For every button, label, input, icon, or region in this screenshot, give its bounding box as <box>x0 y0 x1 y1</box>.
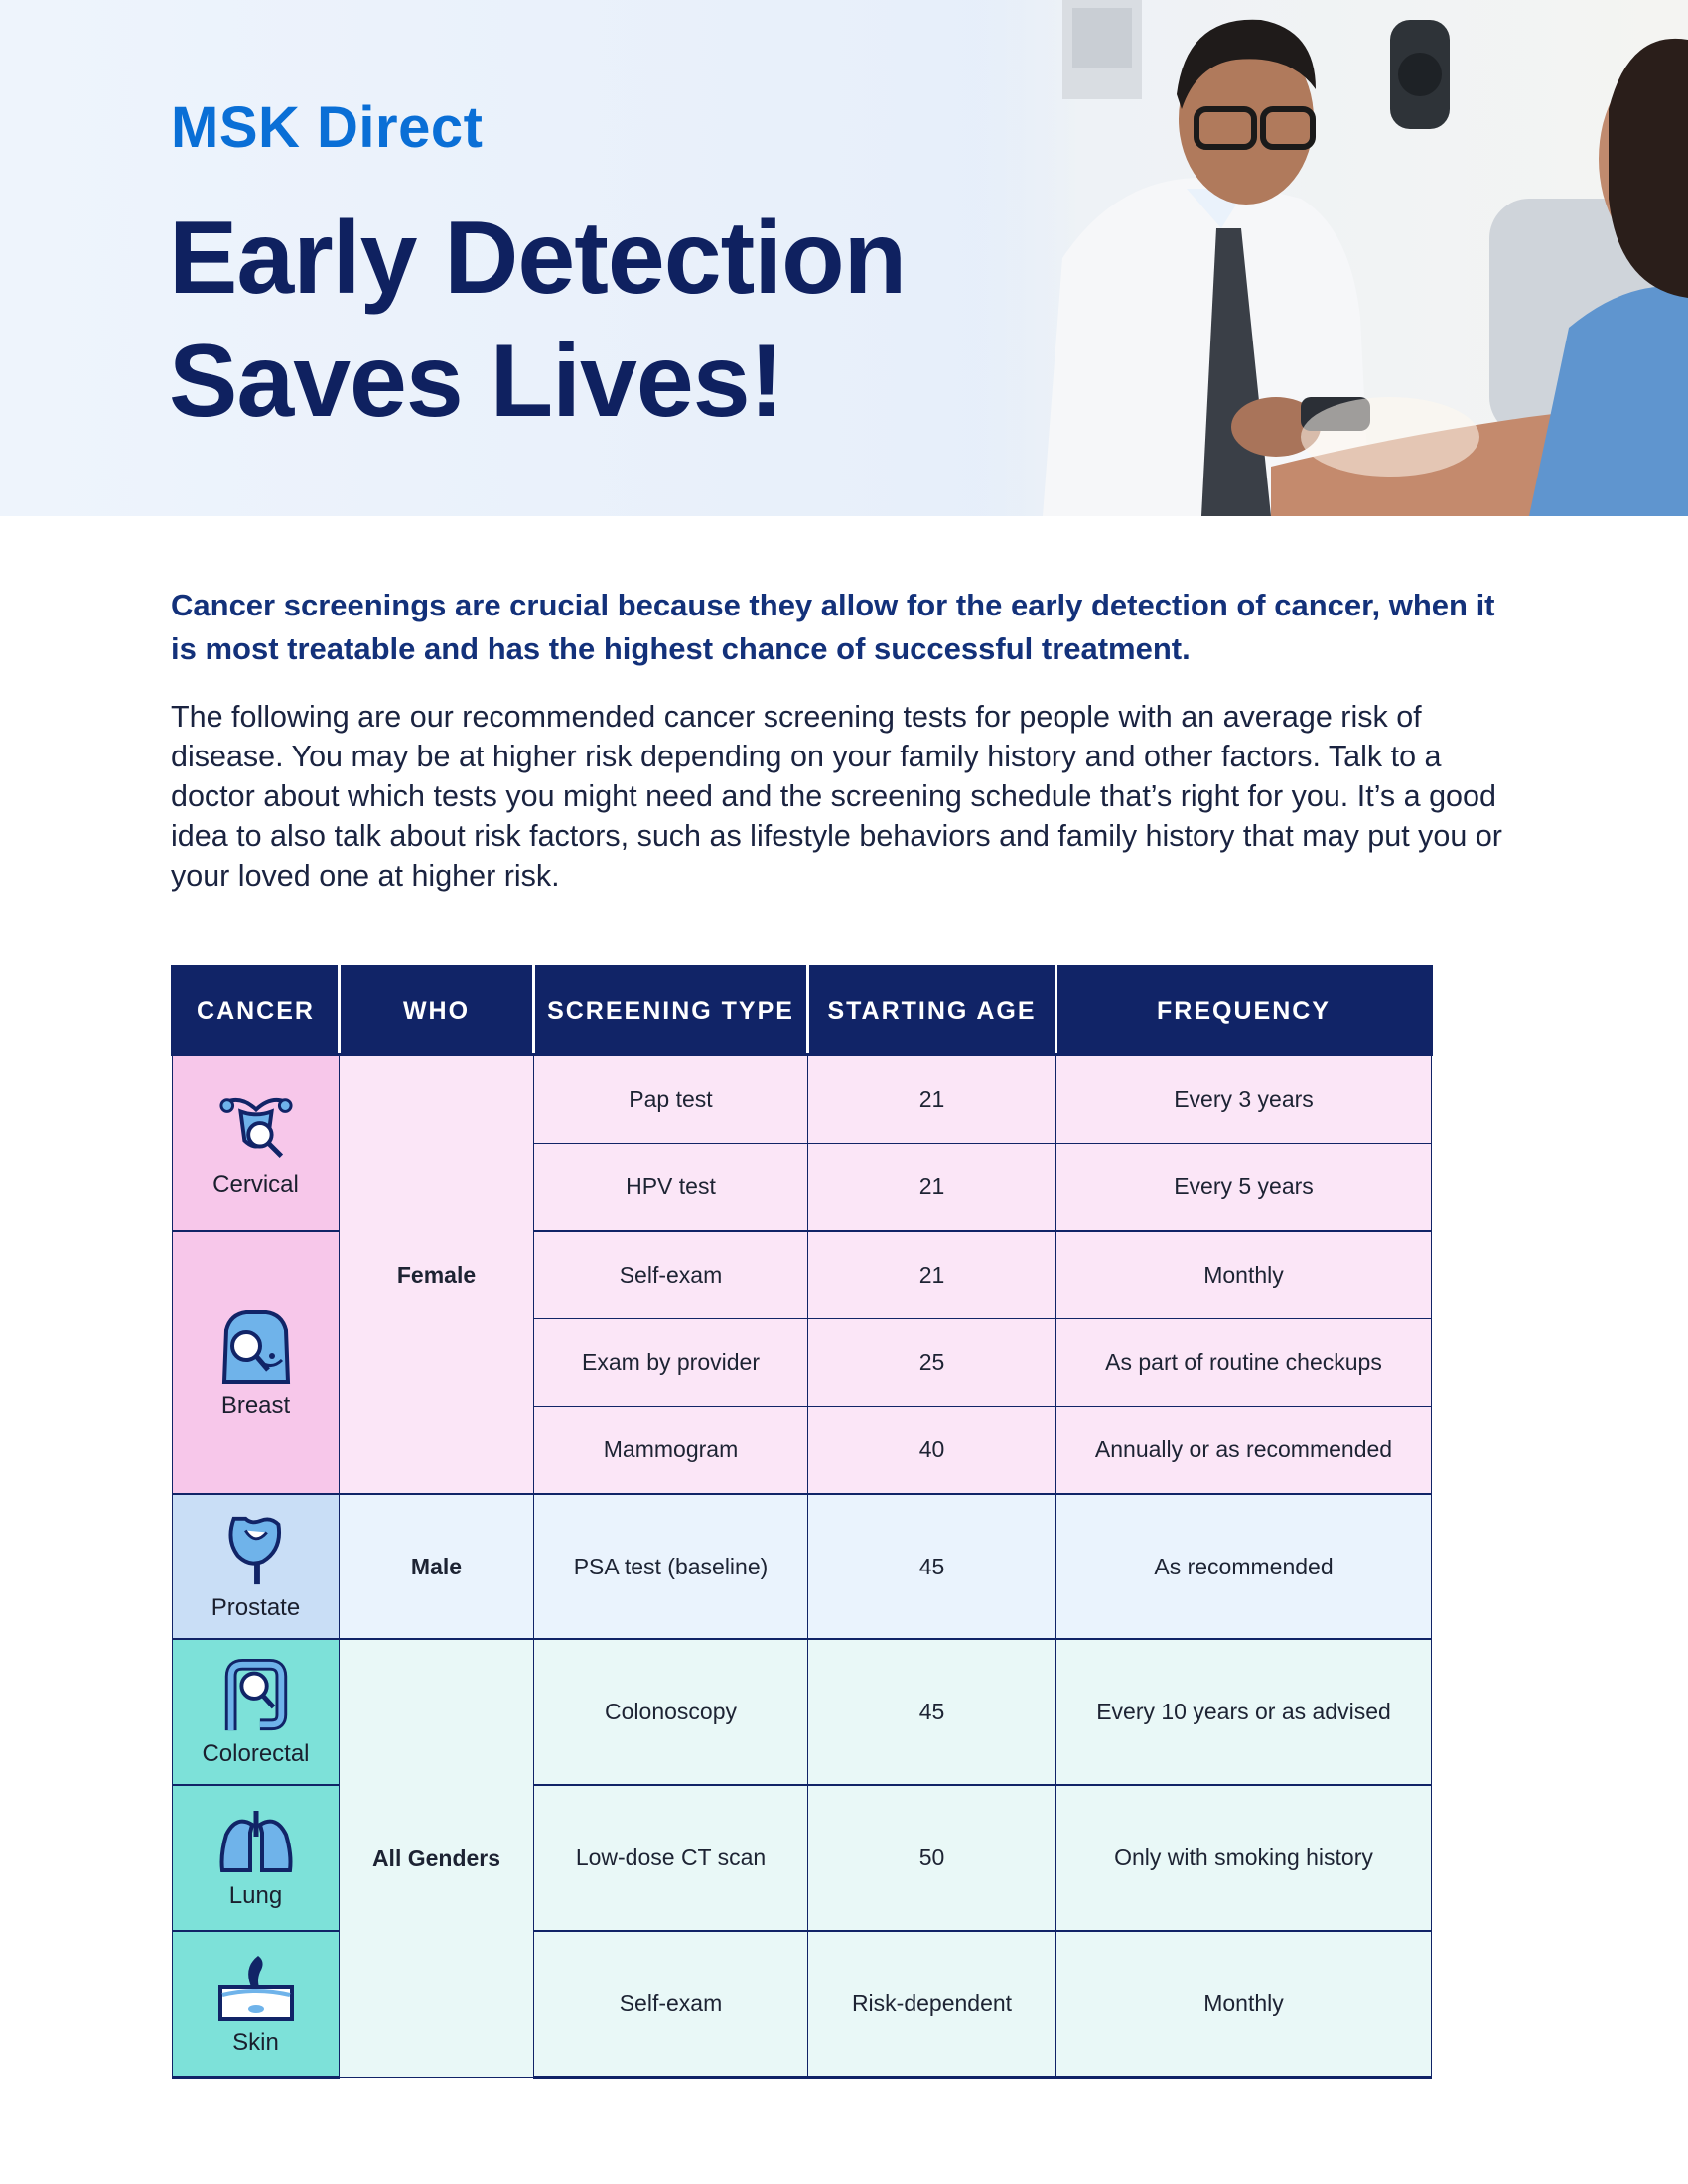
header-cancer: CANCER <box>173 967 340 1055</box>
frequency-cell: Only with smoking history <box>1056 1785 1432 1931</box>
breast-icon <box>216 1306 296 1386</box>
cervical-icon <box>217 1088 295 1165</box>
who-cell-male: Male <box>340 1494 534 1639</box>
screening-type-cell: Mammogram <box>534 1407 808 1495</box>
cancer-cell-skin <box>173 1931 340 2078</box>
header-starting-age: STARTING AGE <box>808 967 1056 1055</box>
brand-name: MSK Direct <box>171 95 484 160</box>
cancer-label-prostate: Prostate <box>211 1594 301 1621</box>
cancer-label-colorectal: Colorectal <box>202 1739 310 1767</box>
who-cell-female: Female <box>340 1055 534 1495</box>
starting-age-cell: 25 <box>808 1319 1056 1407</box>
cancer-cell-breast <box>173 1231 340 1494</box>
intro-body: The following are our recommended cancer screening tests for people with an average risk of disease. You may be at higher risk depending on your family history and other factors. Talk to a doctor about which tests you might need and the screening schedule that’s right for you. It’s a good idea to also talk about risk factors, such as lifestyle behaviors and family history that may put you or your loved one at higher risk. <box>171 700 1502 892</box>
screening-type-cell: HPV test <box>534 1144 808 1232</box>
cancer-label-cervical: Cervical <box>212 1170 299 1198</box>
hero-banner <box>0 0 1688 516</box>
lungs-icon <box>216 1807 296 1876</box>
screening-table <box>171 965 1433 2079</box>
frequency-cell: As part of routine checkups <box>1056 1319 1432 1407</box>
title-line-2: Saves Lives! <box>169 324 783 439</box>
frequency-cell: Every 3 years <box>1056 1055 1432 1144</box>
header-who: WHO <box>340 967 534 1055</box>
cancer-cell-colorectal <box>173 1639 340 1785</box>
title-line-1: Early Detection <box>169 201 907 316</box>
starting-age-cell: 45 <box>808 1494 1056 1639</box>
who-cell-all-genders: All Genders <box>340 1639 534 2078</box>
screening-type-cell: Self-exam <box>534 1231 808 1319</box>
starting-age-cell: 50 <box>808 1785 1056 1931</box>
skin-icon <box>216 1952 296 2023</box>
frequency-cell: Annually or as recommended <box>1056 1407 1432 1495</box>
starting-age-cell: 21 <box>808 1231 1056 1319</box>
page-title <box>169 197 906 443</box>
frequency-cell: Every 5 years <box>1056 1144 1432 1232</box>
starting-age-cell: 45 <box>808 1639 1056 1785</box>
intro-lede: Cancer screenings are crucial because they allow for the early detection of cancer, when it is most treatable and has the highest chance of successful treatment. <box>171 588 1495 666</box>
table-row <box>173 1639 1432 1785</box>
screening-type-cell: Pap test <box>534 1055 808 1144</box>
frequency-cell: Monthly <box>1056 1231 1432 1319</box>
cancer-cell-cervical <box>173 1055 340 1232</box>
frequency-cell: As recommended <box>1056 1494 1432 1639</box>
screening-type-cell: Colonoscopy <box>534 1639 808 1785</box>
cancer-label-breast: Breast <box>220 1391 291 1419</box>
cancer-cell-lung <box>173 1785 340 1931</box>
prostate-icon <box>221 1511 291 1588</box>
table-row <box>173 1055 1432 1144</box>
frequency-cell: Every 10 years or as advised <box>1056 1639 1432 1785</box>
cancer-cell-prostate <box>173 1494 340 1639</box>
table-header-row <box>173 967 1432 1055</box>
screening-type-cell: Exam by provider <box>534 1319 808 1407</box>
doctor-patient-photo <box>973 0 1688 516</box>
starting-age-cell: 40 <box>808 1407 1056 1495</box>
frequency-cell: Monthly <box>1056 1931 1432 2078</box>
starting-age-cell: Risk-dependent <box>808 1931 1056 2078</box>
cancer-label-skin: Skin <box>232 2028 279 2056</box>
table-row <box>173 1494 1432 1639</box>
screening-type-cell: Self-exam <box>534 1931 808 2078</box>
colon-icon <box>217 1657 295 1734</box>
screening-type-cell: Low-dose CT scan <box>534 1785 808 1931</box>
header-frequency: FREQUENCY <box>1056 967 1432 1055</box>
starting-age-cell: 21 <box>808 1055 1056 1144</box>
cancer-label-lung: Lung <box>228 1881 283 1909</box>
header-screening-type: SCREENING TYPE <box>534 967 808 1055</box>
starting-age-cell: 21 <box>808 1144 1056 1232</box>
screening-type-cell: PSA test (baseline) <box>534 1494 808 1639</box>
